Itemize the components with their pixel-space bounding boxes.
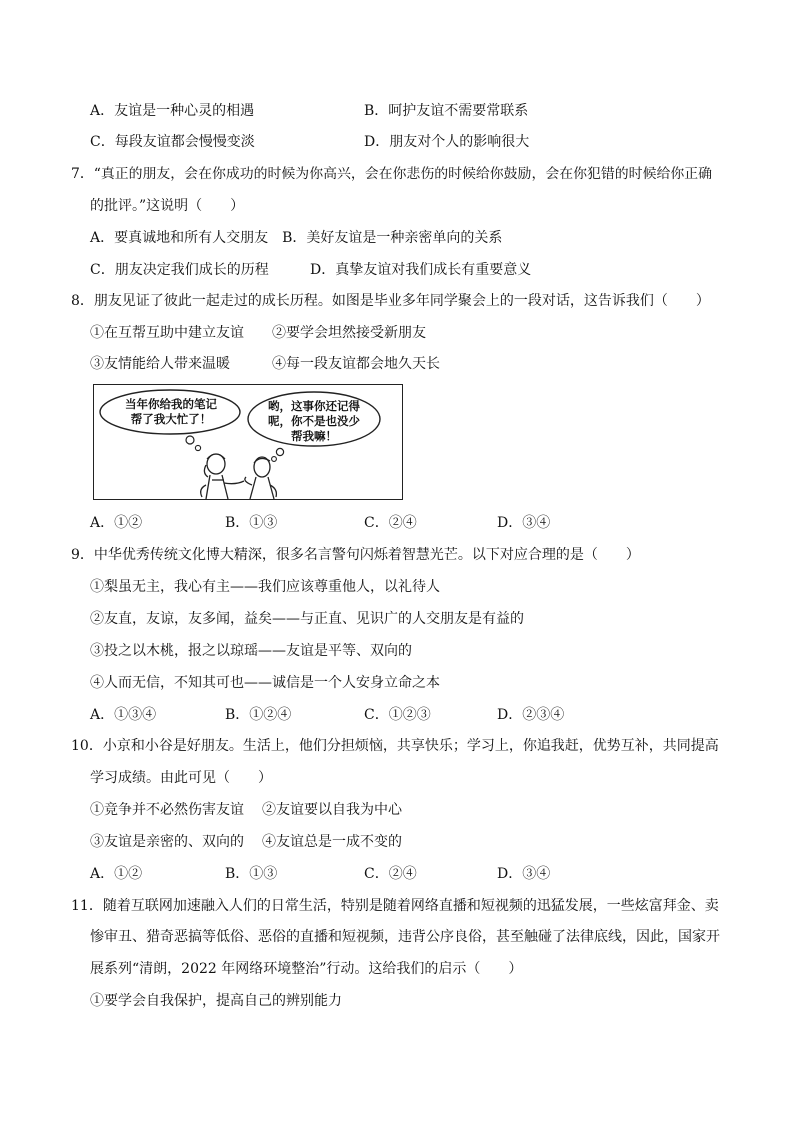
q9-option-a: A．①③④: [90, 707, 157, 723]
q10-item-3: ③友谊是亲密的、双向的: [90, 834, 244, 850]
bubble-right-line3: 帮我嘛！: [291, 429, 337, 443]
q10-item-2: ②友谊要以自我为中心: [262, 802, 402, 818]
q7-option-c: C．朋友决定我们成长的历程: [90, 262, 269, 278]
q10-option-c: C．②④: [364, 866, 417, 882]
dialogue-cartoon: [93, 384, 403, 500]
q9-item-4: ④人而无信，不知其可也——诚信是一个人安身立命之本: [90, 675, 440, 691]
q8-option-c: C．②④: [364, 515, 417, 531]
q8-item-2: ②要学会坦然接受新朋友: [272, 325, 426, 341]
q11-stem-line1: 11．随着互联网加速融入人们的日常生活，特别是随着网络直播和短视频的迅猛发展，一些炫富拜金、卖: [71, 898, 719, 914]
q8-option-b: B．①③: [225, 515, 278, 531]
q7-stem-line2: 的批评。”这说明（ ）: [90, 198, 245, 214]
q10-item-4: ④友谊总是一成不变的: [262, 834, 402, 850]
q10-option-d: D．③④: [497, 866, 551, 882]
q11-stem-line3: 展系列“清朗，2022 年网络环境整治”行动。这给我们的启示（ ）: [90, 961, 523, 977]
q6-option-c: C．每段友谊都会慢慢变淡: [90, 134, 255, 150]
q7-option-d: D．真挚友谊对我们成长有重要意义: [310, 262, 532, 278]
q10-item-1: ①竞争并不必然伤害友谊: [90, 802, 244, 818]
q10-stem-line1: 10．小京和小谷是好朋友。生活上，他们分担烦恼，共享快乐；学习上，你追我赶，优势互补，共同提高: [71, 738, 719, 754]
q11-stem-line2: 惨审丑、猎奇恶搞等低俗、恶俗的直播和短视频，违背公序良俗，甚至触碰了法律底线，因此，国家开: [90, 929, 720, 945]
bubble-right-line1: 哟，这事你还记得: [268, 399, 360, 413]
bubble-left-line2: 帮了我大忙了！: [130, 412, 212, 426]
bubble-left-line1: 当年你给我的笔记: [125, 397, 217, 411]
q9-option-c: C．①②③: [364, 707, 431, 723]
q11-item-1: ①要学会自我保护，提高自己的辨别能力: [90, 993, 342, 1009]
q6-option-a: A．友谊是一种心灵的相遇: [90, 103, 255, 119]
q8-item-1: ①在互帮互助中建立友谊: [90, 325, 244, 341]
q9-stem: 9．中华优秀传统文化博大精深，很多名言警句闪烁着智慧光芒。以下对应合理的是（ ）: [71, 547, 640, 563]
q8-item-4: ④每一段友谊都会地久天长: [272, 356, 440, 372]
q9-item-1: ①梨虽无主，我心有主——我们应该尊重他人，以礼待人: [90, 579, 440, 595]
q6-option-d: D．朋友对个人的影响很大: [364, 134, 530, 150]
bubble-right-line2: 呢，你不是也没少: [268, 414, 360, 428]
q10-stem-line2: 学习成绩。由此可见（ ）: [90, 770, 272, 786]
q7-stem-line1: 7．“真正的朋友，会在你成功的时候为你高兴，会在你悲伤的时候给你鼓励，会在你犯错的时候给你正确: [71, 166, 713, 182]
q6-option-b: B．呵护友谊不需要常联系: [364, 103, 529, 119]
q9-item-3: ③投之以木桃，报之以琼瑶——友谊是平等、双向的: [90, 643, 412, 659]
q8-stem: 8．朋友见证了彼此一起走过的成长历程。如图是毕业多年同学聚会上的一段对话，这告诉我们（ ）: [71, 293, 710, 309]
q9-option-b: B．①②④: [225, 707, 292, 723]
q9-item-2: ②友直，友谅，友多闻，益矣——与正直、见识广的人交朋友是有益的: [90, 611, 524, 627]
q8-item-3: ③友情能给人带来温暖: [90, 356, 230, 372]
q8-option-d: D．③④: [497, 515, 551, 531]
q8-option-a: A．①②: [90, 515, 143, 531]
q9-option-d: D．②③④: [497, 707, 565, 723]
q7-options-ab: A．要真诚地和所有人交朋友 B．美好友谊是一种亲密单向的关系: [90, 230, 503, 246]
q10-option-b: B．①③: [225, 866, 278, 882]
q10-option-a: A．①②: [90, 866, 143, 882]
